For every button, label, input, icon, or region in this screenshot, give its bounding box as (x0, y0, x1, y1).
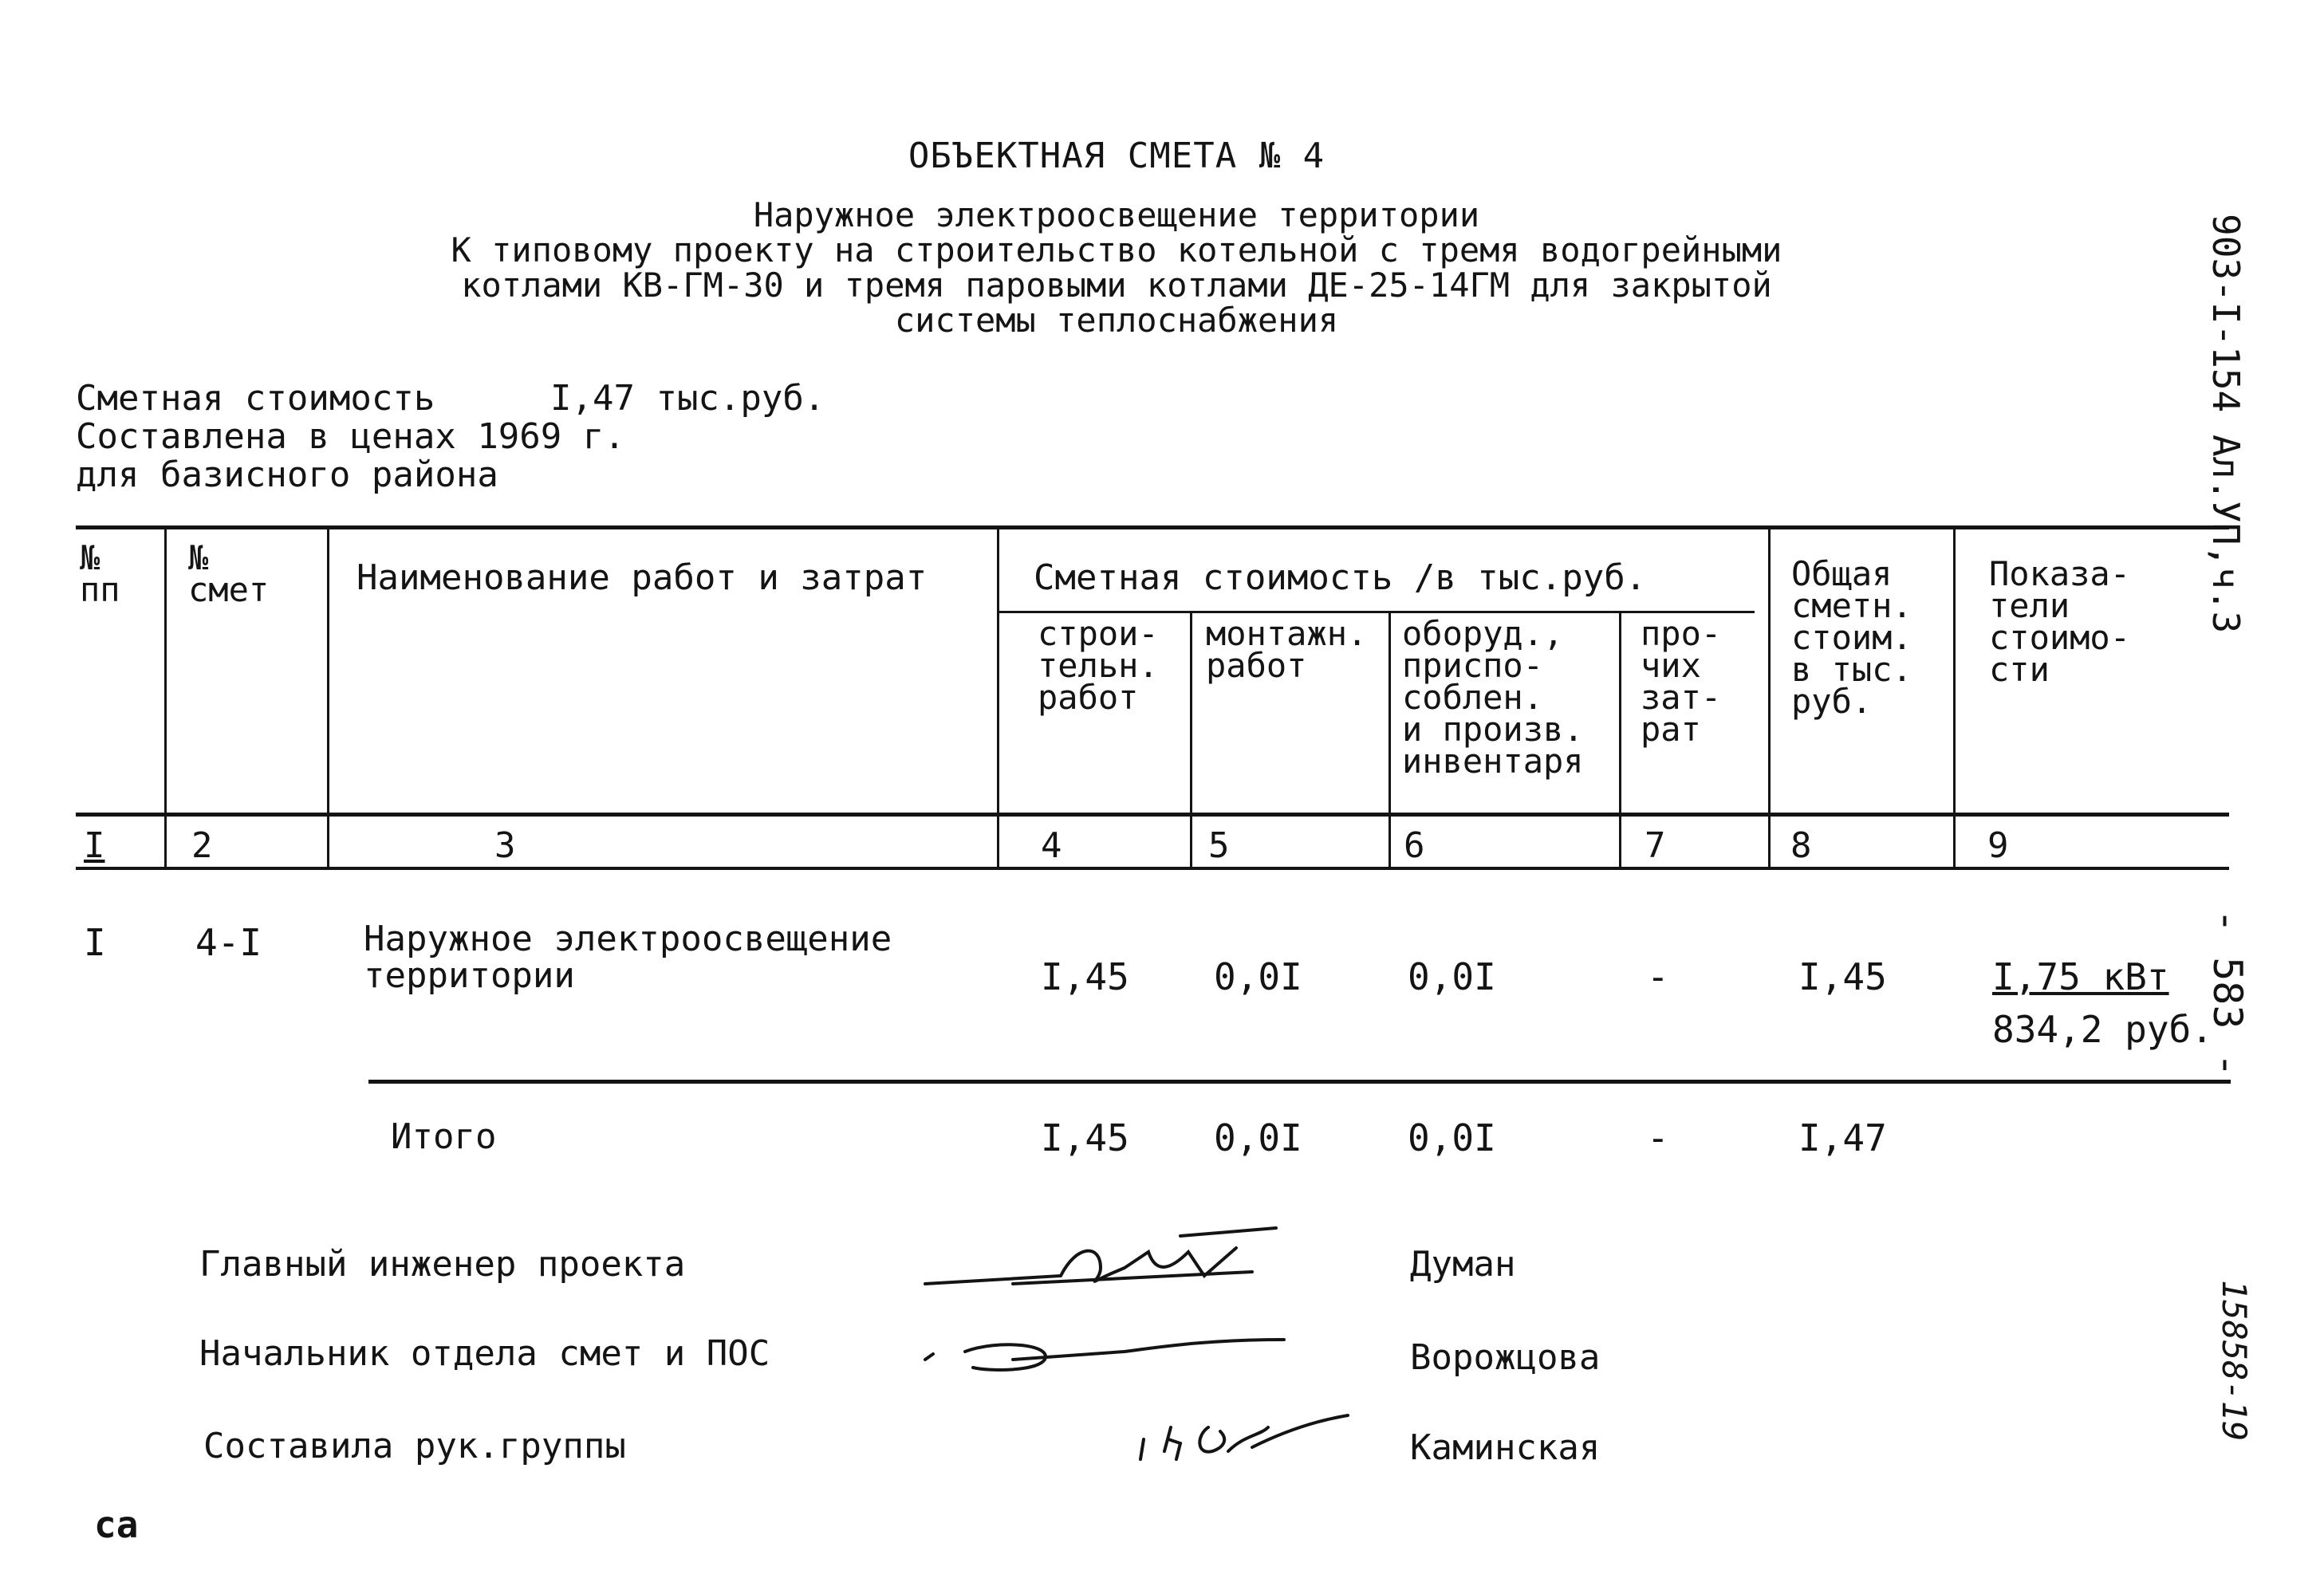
row-indicator-power: I,75 кВт (1992, 955, 2169, 998)
order-code: 15858-19 (2215, 1280, 2254, 1442)
colnum-6: 6 (1404, 825, 1425, 866)
vline-4 (1190, 612, 1192, 869)
header-col4: строи- тельн. работ (1038, 614, 1159, 717)
row-indicator-cost: 834,2 руб. (1992, 1008, 2213, 1051)
colnum-1: I (84, 825, 105, 866)
group-rule (997, 611, 1755, 613)
colnum-8: 8 (1790, 825, 1812, 866)
document-code: 903-I-154 Ал.УП,ч.3 (2204, 214, 2247, 634)
signature-mark-2 (917, 1316, 1300, 1395)
subtitle-line-4: системы теплоснабжения (894, 301, 1339, 340)
header-col9: Показа- тели стоимо- сти (1989, 554, 2131, 689)
table-top-rule (76, 525, 2229, 529)
signature-role-2: Начальник отдела смет и ПОС (199, 1333, 770, 1374)
total-equipment: 0,0I (1408, 1116, 1496, 1159)
page-number: - 583 - (2204, 909, 2251, 1077)
row-equipment: 0,0I (1408, 955, 1496, 998)
cost-label: Сметная стоимость (76, 378, 435, 419)
signature-role-1: Главный инженер проекта (199, 1244, 686, 1285)
signature-role-3: Составила рук.группы (203, 1426, 626, 1466)
vline-2 (327, 529, 329, 869)
operator-initials: са (94, 1503, 139, 1546)
total-construction: I,45 (1041, 1116, 1129, 1159)
signature-mark-1 (917, 1220, 1300, 1308)
colnum-9: 9 (1987, 825, 2009, 866)
vline-5 (1388, 612, 1391, 869)
colnum-3: 3 (494, 825, 516, 866)
colnum-5: 5 (1208, 825, 1230, 866)
total-label: Итого (391, 1116, 497, 1157)
header-col8: Общая сметн. стоим. в тыс. руб. (1791, 554, 1912, 721)
row-construction: I,45 (1041, 955, 1129, 998)
row-smeta: 4-I (195, 921, 262, 964)
signature-mark-3 (1132, 1403, 1356, 1475)
column-numbers-rule (76, 867, 2229, 870)
total-sum: I,47 (1798, 1116, 1887, 1159)
row-total: I,45 (1798, 955, 1887, 998)
header-col1: № пп (80, 538, 120, 609)
vline-1 (164, 529, 167, 869)
total-other: - (1647, 1116, 1669, 1159)
header-group: Сметная стоимость /в тыс.руб. (1034, 557, 1647, 598)
header-col6: оборуд., приспо- соблен. и произв. инвентаря (1402, 614, 1584, 781)
total-mounting: 0,0I (1214, 1116, 1302, 1159)
header-bottom-rule (76, 813, 2229, 817)
row-other: - (1647, 955, 1669, 998)
subtitle-line-1: Наружное электроосвещение территории (753, 195, 1480, 234)
row-num: I (84, 921, 106, 964)
subtitle-line-3: котлами КВ-ГМ-30 и тремя паровыми котлами ДЕ-25-14ГМ для закрытой (461, 266, 1772, 305)
header-col5: монтажн. работ (1206, 614, 1368, 685)
signature-name-3: Каминская (1410, 1427, 1601, 1468)
colnum-2: 2 (191, 825, 213, 866)
vline-6 (1619, 612, 1621, 869)
row-name: Наружное электроосвещение территории (364, 919, 892, 996)
subtitle-line-2: К типовому проекту на строительство котельной с тремя водогрейными (451, 230, 1782, 270)
colnum-7: 7 (1645, 825, 1666, 866)
vline-8 (1953, 529, 1956, 869)
total-rule (368, 1080, 2231, 1084)
header-col2: № смет (188, 538, 270, 609)
colnum-4: 4 (1041, 825, 1062, 866)
prices-line: Составлена в ценах 1969 г. (76, 416, 625, 457)
region-line: для базисного района (76, 455, 498, 495)
vline-7 (1768, 529, 1771, 869)
header-col3: Наименование работ и затрат (356, 557, 928, 598)
document-title: ОБЪЕКТНАЯ СМЕТА № 4 (908, 136, 1325, 176)
header-col7: про- чих зат- рат (1641, 614, 1722, 749)
vline-3 (997, 529, 999, 869)
row-mounting: 0,0I (1214, 955, 1302, 998)
cost-value: I,47 тыс.руб. (550, 378, 825, 419)
signature-name-1: Думан (1410, 1244, 1516, 1285)
signature-name-2: Ворожцова (1410, 1337, 1601, 1378)
